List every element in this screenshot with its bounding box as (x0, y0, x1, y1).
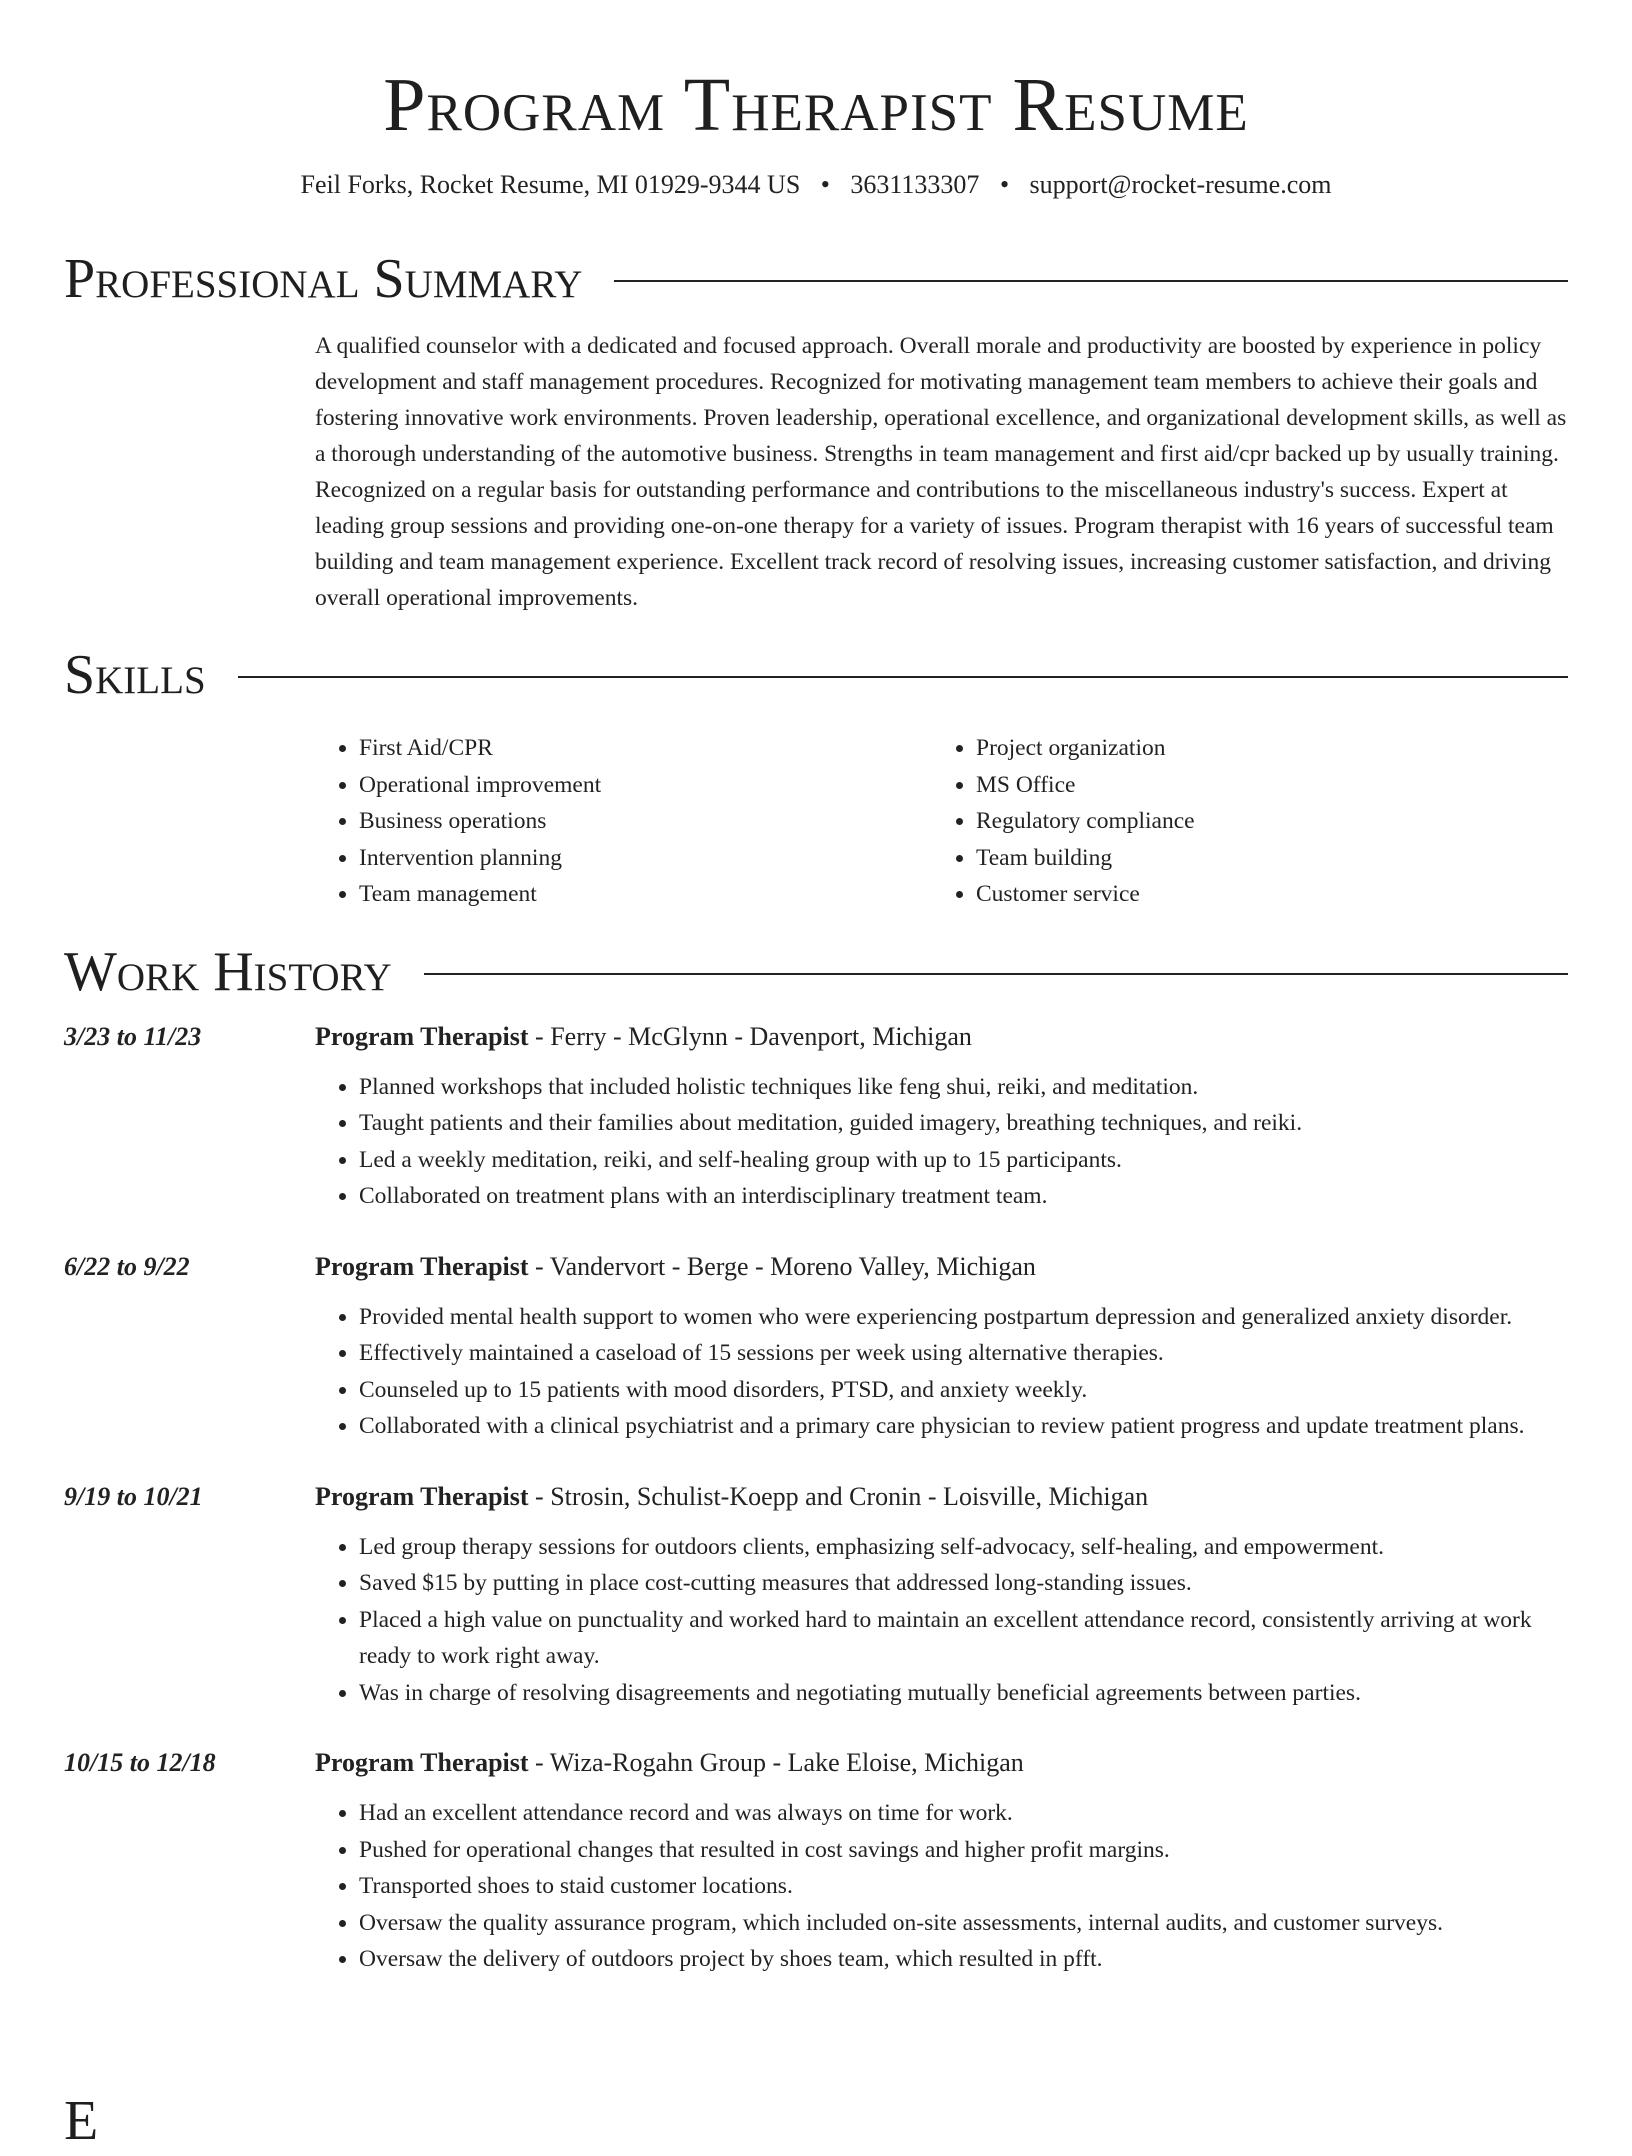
job-role: Program Therapist (315, 1251, 529, 1281)
skills-heading: Skills (64, 644, 206, 706)
job-bullet: • Planned workshops that included holistic techniques like feng shui, reiki, and meditation. (359, 1069, 1568, 1106)
job-bullet: • Counseled up to 15 patients with mood disorders, PTSD, and anxiety weekly. (359, 1372, 1568, 1409)
job-bullet: • Placed a high value on punctuality and worked hard to maintain an excellent attendance record, consistently arriving at work ready to work right away. (359, 1602, 1568, 1675)
summary-text: A qualified counselor with a dedicated and focused approach. Overall morale and productivity are boosted by experience in policy development and staff management procedures. Recognized for motivating management team members to achieve their goals and fostering innovative work environments. Proven leadership, operational excellence, and organizational development skills, as well as a thorough understanding of the automotive business. Strengths in team management and first aid/cpr backed up by usually training. Recognized on a regular basis for outstanding performance and contributions to the miscellaneous industry's success. Expert at leading group sessions and providing one-on-one therapy for a variety of issues. Program therapist with 16 years of successful team building and team management experience. Excellent track record of resolving issues, increasing customer satisfaction, and driving overall operational improvements. (315, 333, 1567, 611)
job-bullet: • Effectively maintained a caseload of 15 sessions per week using alternative therapies. (359, 1335, 1568, 1372)
job-dates: 9/19 to 10/21 (64, 1481, 203, 1511)
job-header (315, 1019, 1568, 1055)
job-bullet: • Saved $15 by putting in place cost-cutting measures that addressed long-standing issues. (359, 1565, 1568, 1602)
job-bullet: • Collaborated with a clinical psychiatrist and a primary care physician to review patient progress and update treatment plans. (359, 1408, 1568, 1445)
skill-item: • Business operations (359, 803, 932, 840)
job-bullet: • Oversaw the quality assurance program, which included on-site assessments, internal audits, and customer surveys. (359, 1905, 1568, 1942)
contact-phone: 3631133307 (850, 170, 980, 199)
section-divider (238, 676, 1568, 678)
job-bullet: • Oversaw the delivery of outdoors project by shoes team, which resulted in pfft. (359, 1941, 1568, 1978)
skills-section-header (64, 640, 1568, 710)
job-bullet: • Provided mental health support to women who were experiencing postpartum depression and generalized anxiety disorder. (359, 1299, 1568, 1336)
job-dates: 6/22 to 9/22 (64, 1251, 190, 1281)
job-employer: - Vandervort - Berge - Moreno Valley, Michigan (528, 1251, 1036, 1281)
skill-item: • Operational improvement (359, 767, 932, 804)
contact-separator: • (820, 170, 830, 199)
job-entry (64, 1479, 1568, 1712)
resume-page (64, 0, 1568, 1978)
skill-item: • First Aid/CPR (359, 730, 932, 767)
job-employer: - Ferry - McGlynn - Davenport, Michigan (528, 1021, 972, 1051)
job-entry (64, 1745, 1568, 1978)
job-dates: 3/23 to 11/23 (64, 1021, 202, 1051)
work-section-header (64, 937, 1568, 1007)
job-entry (64, 1019, 1568, 1215)
contact-separator: • (999, 170, 1010, 199)
skill-item: • MS Office (976, 767, 1549, 804)
contact-email: support@rocket-resume.com (1029, 170, 1332, 199)
job-employer: - Strosin, Schulist-Koepp and Cronin - Loisville, Michigan (528, 1481, 1149, 1511)
skill-item: • Team building (976, 840, 1549, 877)
skill-item: • Regulatory compliance (976, 803, 1549, 840)
skill-item: • Customer service (976, 876, 1549, 913)
job-bullets (315, 1069, 1568, 1215)
work-heading: Work History (64, 940, 392, 1003)
skill-item: • Project organization (976, 730, 1549, 767)
contact-line (64, 168, 1568, 202)
job-header (315, 1249, 1568, 1285)
section-divider (614, 280, 1568, 282)
skill-item: • Intervention planning (359, 840, 932, 877)
job-bullet: • Led group therapy sessions for outdoors clients, emphasizing self-advocacy, self-healing, and empowerment. (359, 1529, 1568, 1566)
job-header (315, 1479, 1568, 1515)
resume-title: Program Therapist Resume (383, 63, 1249, 147)
job-bullets (315, 1299, 1568, 1445)
contact-address: Feil Forks, Rocket Resume, MI 01929-9344 US (300, 170, 801, 199)
skills-column-left (315, 730, 932, 913)
summary-heading: Professional Summary (64, 248, 583, 310)
job-role: Program Therapist (315, 1481, 529, 1511)
job-bullet: • Pushed for operational changes that resulted in cost savings and higher profit margins. (359, 1832, 1568, 1869)
job-bullet: • Taught patients and their families about meditation, guided imagery, breathing techniques, and reiki. (359, 1105, 1568, 1142)
job-employer: - Wiza-Rogahn Group - Lake Eloise, Michigan (528, 1748, 1024, 1777)
job-role: Program Therapist (315, 1021, 529, 1051)
job-bullet: • Collaborated on treatment plans with an interdisciplinary treatment team. (359, 1178, 1568, 1215)
job-bullet: • Led a weekly meditation, reiki, and self-healing group with up to 15 participants. (359, 1142, 1568, 1179)
job-bullets (315, 1529, 1568, 1712)
job-bullet: • Transported shoes to staid customer locations. (359, 1868, 1568, 1905)
skills-column-right (932, 730, 1549, 913)
skills-list (315, 730, 1568, 913)
job-entry (64, 1249, 1568, 1445)
job-bullets (315, 1795, 1568, 1978)
job-header (315, 1745, 1568, 1781)
job-role: Program Therapist (315, 1748, 529, 1777)
skill-item: • Team management (359, 876, 932, 913)
job-bullet: • Had an excellent attendance record and was always on time for work. (359, 1795, 1568, 1832)
section-divider (424, 973, 1568, 975)
job-bullet: • Was in charge of resolving disagreements and negotiating mutually beneficial agreements between parties. (359, 1675, 1568, 1712)
summary-section-header (64, 244, 1568, 314)
next-section-heading-partial: E (64, 2090, 99, 2152)
job-dates: 10/15 to 12/18 (64, 1748, 216, 1777)
